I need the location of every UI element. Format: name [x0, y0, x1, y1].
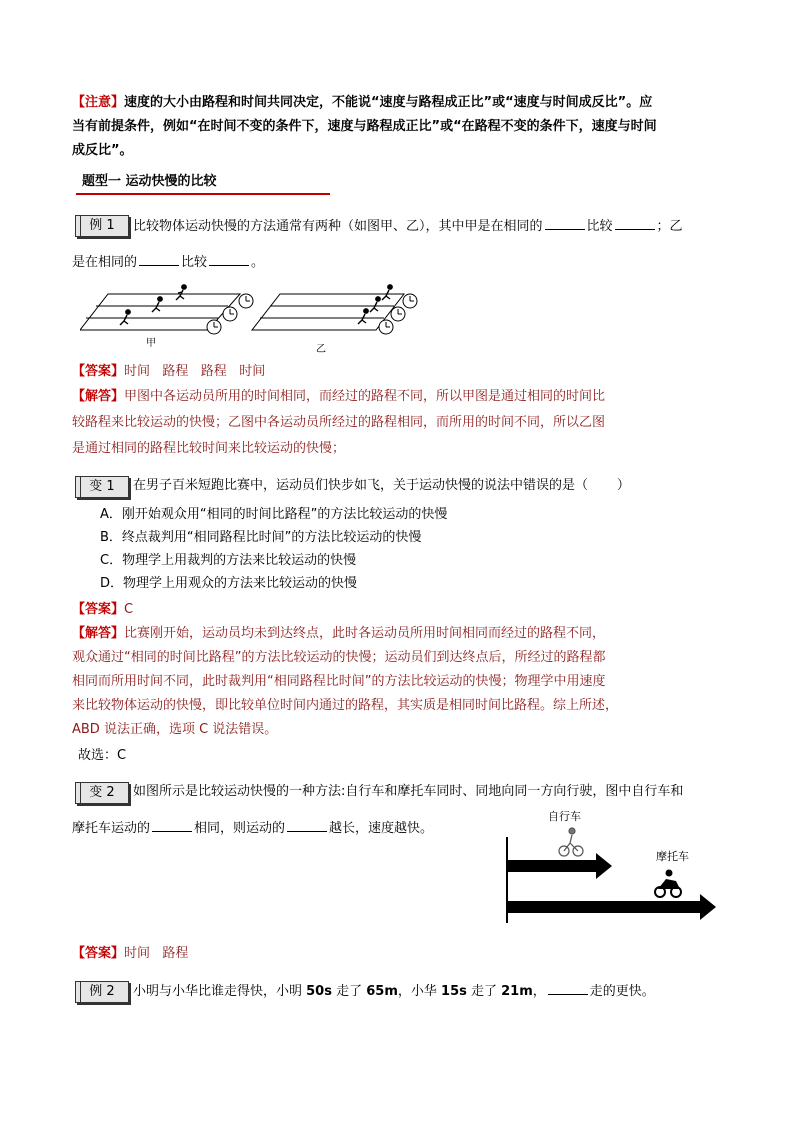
motorcycle-icon — [655, 870, 681, 898]
ex1-answer: 【答案】时间 路程 路程 时间 — [72, 364, 266, 379]
section-rule — [76, 193, 330, 195]
blank — [548, 981, 588, 995]
bike-arrow — [508, 853, 612, 879]
blank — [152, 818, 192, 832]
var2-question-line-2: 摩托车运动的 相同，则运动的 越长，速度越快。 — [72, 818, 433, 839]
var1-analysis-line-1: 【解答】比赛刚开始，运动员均未到达终点，此时各运动员所用时间相同而经过的路程不同， — [72, 626, 606, 641]
ex1-analysis-line-2: 较路程来比较运动的快慢；乙图中各运动员所经过的路程相同，而所用的时间不同，所以乙图 — [72, 415, 606, 430]
section-title: 题型一 运动快慢的比较 — [82, 174, 217, 189]
var1-conclusion: 故选：C — [78, 748, 127, 763]
ex1-question-line-1: 比较物体运动快慢的方法通常有两种（如图甲、乙），其中甲是在相同的 比较 ；乙 — [133, 216, 683, 237]
blank — [615, 216, 655, 230]
variant-2-tag: 变 2 — [75, 782, 129, 804]
ex1-question-line-2: 是在相同的 比较 。 — [72, 252, 264, 273]
example-1-tag: 例 1 — [75, 215, 129, 237]
var1-analysis-line-2: 观众通过“相同的时间比路程”的方法比较运动的快慢；运动员们到达终点后，所经过的路程都 — [72, 650, 606, 665]
bicycle-icon — [559, 828, 583, 856]
var1-answer: 【答案】C — [72, 602, 134, 617]
option-b: B．终点裁判用“相同路程比时间”的方法比较运动的快慢 — [100, 530, 422, 545]
moto-arrow — [508, 894, 716, 920]
clock-icon — [379, 294, 417, 334]
example-2-tag: 例 2 — [75, 981, 129, 1003]
label-motorcycle: 摩托车 — [656, 850, 689, 863]
blank — [209, 252, 249, 266]
note-line-1: 【注意】速度的大小由路程和时间共同决定，不能说“速度与路程成正比”或“速度与时间成反比”。应 — [72, 95, 653, 110]
race-track-figure — [80, 282, 420, 358]
var2-question-line-1: 如图所示是比较运动快慢的一种方法:自行车和摩托车同时、同地向同一方向行驶，图中自行车和 — [133, 784, 684, 799]
note-prefix: 【注意】 — [72, 95, 125, 110]
label-bicycle: 自行车 — [548, 810, 581, 823]
ex2-question: 小明与小华比谁走得快，小明 50s 走了 65m，小华 15s 走了 21m， 走的更快。 — [133, 981, 655, 1002]
figure-label-a: 甲 — [146, 338, 156, 349]
var1-question: 在男子百米短跑比赛中，运动员们快步如飞，关于运动快慢的说法中错误的是（ ） — [133, 478, 630, 493]
bike-moto-figure — [500, 805, 720, 925]
blank — [545, 216, 585, 230]
option-d: D．物理学上用观众的方法来比较运动的快慢 — [100, 576, 358, 591]
ex1-analysis-line-1: 【解答】甲图中各运动员所用的时间相同，而经过的路程不同，所以甲图是通过相同的时间比 — [72, 389, 606, 404]
var1-analysis-line-4: 来比较物体运动的快慢，即比较单位时间内通过的路程，其实质是相同时间比路程。综上所述， — [72, 698, 619, 713]
var1-analysis-line-5: ABD 说法正确，选项 C 说法错误。 — [72, 722, 278, 737]
clock-icon — [207, 294, 253, 334]
note-line-2: 当有前提条件，例如“在时间不变的条件下，速度与路程成正比”或“在路程不变的条件下，速度与时间 — [72, 119, 657, 134]
blank — [139, 252, 179, 266]
variant-1-tag: 变 1 — [75, 476, 129, 498]
note-line-3: 成反比”。 — [72, 143, 133, 158]
option-c: C．物理学上用裁判的方法来比较运动的快慢 — [100, 553, 357, 568]
blank — [287, 818, 327, 832]
var1-analysis-line-3: 相同而所用时间不同，此时裁判用“相同路程比时间”的方法比较运动的快慢；物理学中用速度 — [72, 674, 606, 689]
ex1-analysis-line-3: 是通过相同的路程比较时间来比较运动的快慢； — [72, 441, 346, 456]
figure-label-b: 乙 — [316, 344, 326, 355]
runner-icon — [120, 285, 186, 325]
var2-answer: 【答案】时间 路程 — [72, 946, 189, 961]
option-a: A．刚开始观众用“相同的时间比路程”的方法比较运动的快慢 — [100, 507, 448, 522]
